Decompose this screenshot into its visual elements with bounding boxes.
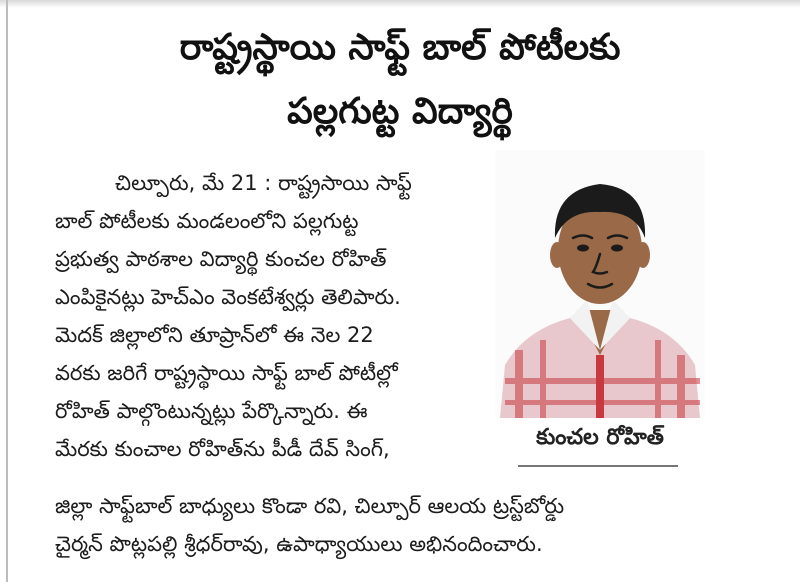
portrait-illustration [495, 150, 705, 418]
placket [596, 355, 604, 418]
article-line: వరకు జరిగే రాష్ట్రస్థాయి సాఫ్ట్ బాల్ పోటీల్లో [55, 361, 398, 385]
article-line: జిల్లా సాఫ్ట్‌బాల్ బాధ్యులు కొండా రవి, చిల్పూర్ ఆలయ ట్రస్ట్‌బోర్డు [55, 494, 565, 518]
article-line: బాల్ పోటీలకు మండలంలోని పల్లగుట్ట [55, 209, 359, 233]
article-line: చిల్పూరు, మే 21 : రాష్ట్రసాయి సాఫ్ట్ [115, 171, 412, 195]
caption-underline [518, 465, 678, 467]
article-body-wide [55, 487, 745, 563]
ear-left [550, 242, 564, 268]
headline-line-1: రాష్ట్రస్థాయి సాఫ్ట్ బాల్ పోటీలకు [179, 27, 621, 68]
clipped-top-edge [0, 0, 800, 8]
article-line: రోహిత్ పాల్గొంటున్నట్లు పేర్కొన్నారు. ఈ [55, 399, 368, 423]
article-body-narrow [55, 164, 495, 468]
eye-right [611, 245, 623, 252]
article-line: చైర్మన్ పొట్లపల్లి శ్రీధర్‌రావు, ఉపాధ్యాయులు అభినందించారు. [55, 532, 543, 556]
article-line: మెదక్ జిల్లాలోని తూప్రాన్‌లో ఈ నెల 22 [55, 323, 374, 347]
ear-right [636, 242, 650, 268]
article-line: మేరకు కుంచాల రోహిత్‌ను పీడీ దేవ్ సింగ్, [55, 437, 390, 461]
student-photo [495, 150, 705, 418]
photo-caption: కుంచల రోహిత్ [536, 425, 664, 450]
article-line: ప్రభుత్వ పాఠశాల విద్యార్థి కుంచల రోహిత్ [55, 247, 387, 271]
column-divider [6, 0, 8, 582]
eye-left [577, 245, 589, 252]
article-line: ఎంపికైనట్లు హెచ్ఎం వెంకటేశ్వర్లు తెలిపారు. [55, 285, 401, 309]
headline-line-2: పల్లగుట్ట విద్యార్థి [287, 91, 513, 132]
